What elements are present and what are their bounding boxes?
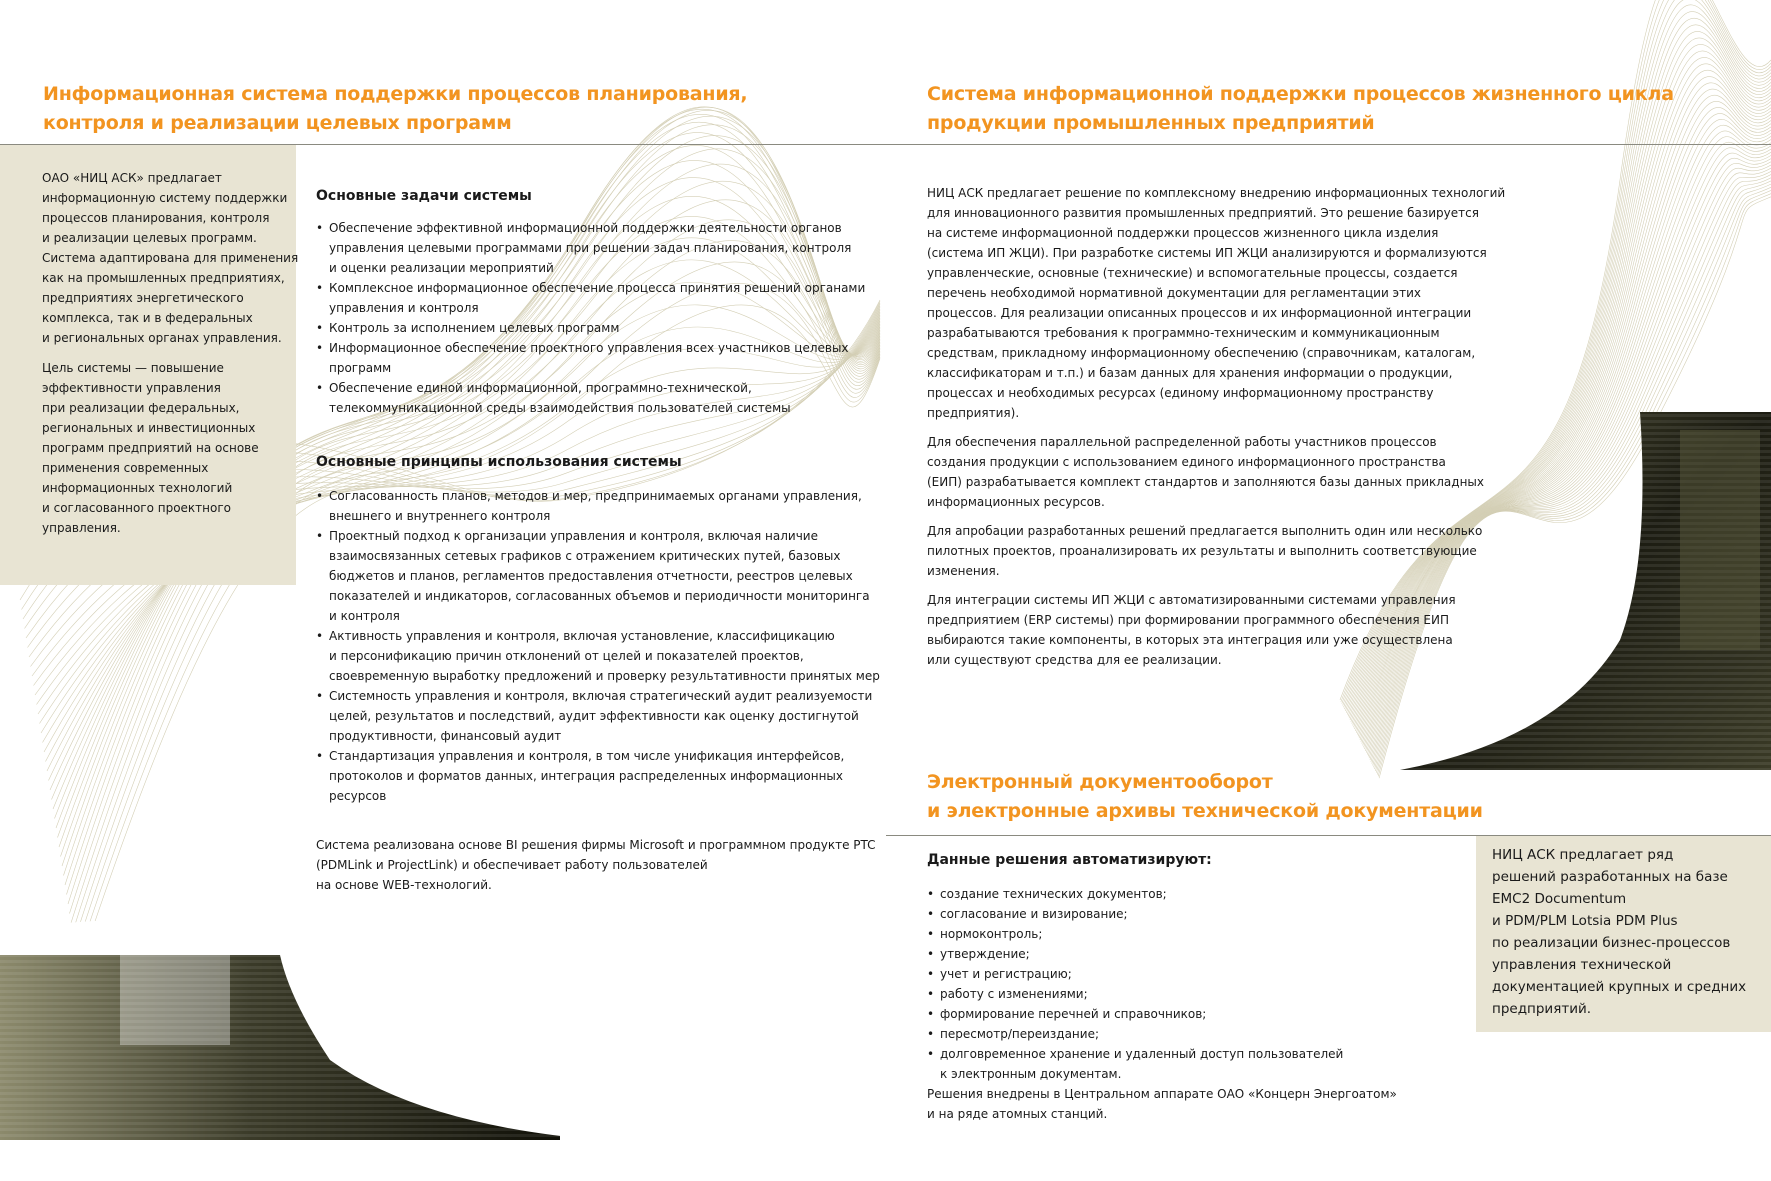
list-item: • согласование и визирование; [927,904,1447,924]
left-footer-text: Система реализована основе BI решения фирмы Microsoft и программном продукте PTC (PDMLink и ProjectLink) и обеспечивает работу пользователей на основе WEB-технологий. [316,838,876,892]
list-item: • Стандартизация управления и контроля, в том числе унификация интерфейсов, протоколов и форматов данных, интеграция распределенных информационных ресурсов [316,746,856,806]
list-item: • утверждение; [927,944,1447,964]
left-sidebar [0,145,299,585]
list-item: • работу с изменениями; [927,984,1447,1004]
list-item: • Системность управления и контроля, включая стратегический аудит реализуемости целей, результатов и последствий, аудит эффективности как оценку достигнутой продуктивности, финансовый аудит [316,686,856,746]
principles-section [316,452,880,806]
list-item: • учет и регистрацию; [927,964,1447,984]
edoc-sidebar: НИЦ АСК предлагает ряд решений разработанных на базе EMC2 Documentum и PDM/PLM Lotsia PDM Plus по реализации бизнес-процессов управления технической документацией крупных и средних предприятий. [1476,836,1771,1032]
edoc-footer: Решения внедрены в Центральном аппарате ОАО «Концерн Энергоатом» и на ряде атомных станций. [927,1087,1397,1121]
right-paragraph: НИЦ АСК предлагает решение по комплексному внедрению информационных технологий для инновационного развития промышленных предприятий. Это решение базируется на системе информационной поддержки процессов жизненного цикла изделия (система ИП ЖЦИ). При разработке системы ИП ЖЦИ анализируются и формализуются управленческие, основные (технические) и вспомогательные процессы, создается перечень необходимой нормативной документации для регламентации этих процессов. Для реализации описанных процессов и их информационной интеграции разрабатываются требования к программно-техническим и коммуникационным средствам, прикладному информационному обеспечению (справочникам, каталогам, классификаторам и т.п.) и базам данных для хранения информации о продукции, процессах и необходимых ресурсах (единому информационному пространству предприятия). [927,186,1506,420]
tasks-list [316,218,866,418]
left-photo-panel [0,919,600,1140]
right-title-rule [886,144,1771,145]
edoc-title: Электронный документооборот и электронные архивы технической документации [927,771,1483,822]
list-item: • Согласованность планов, методов и мер, предпринимаемых органами управления, внешнего и внутреннего контроля [316,486,856,526]
right-paragraph: Для обеспечения параллельной распределенной работы участников процессов создания продукции с использованием единого информационного пространства (ЕИП) разрабатывается комплект стандартов и заполняются базы данных прикладных информационных ресурсов. [927,435,1484,509]
list-item: • создание технических документов; [927,884,1447,904]
list-item: • долговременное хранение и удаленный доступ пользователей к электронным документам. [927,1044,1447,1084]
list-item: • пересмотр/переиздание; [927,1024,1447,1044]
list-item: • Обеспечение единой информационной, программно-технической, телекоммуникационной среды взаимодействия пользователей системы [316,378,836,418]
list-item: • Проектный подход к организации управления и контроля, включая наличие взаимосвязанных сетевых графиков с отражением критических путей, базовых бюджетов и планов, регламентов предоставления отчетности, реестров целевых показателей и индикаторов, согласованных объемов и периодичности мониторинга и контроля [316,526,856,626]
list-item: • Обеспечение эффективной информационной поддержки деятельности органов управления целевыми программами при решении задач планирования, контроля и оценки реализации мероприятий [316,218,836,278]
tasks-section [316,186,866,418]
left-page-title: Информационная система поддержки процессов планирования, контроля и реализации целевых программ [43,83,748,134]
list-item: • Комплексное информационное обеспечение процесса принятия решений органами управления и контроля [316,278,836,318]
right-paragraph: Для интеграции системы ИП ЖЦИ с автоматизированными системами управления предприятием (ERP системы) при формировании программного обеспечения ЕИП выбираются такие компоненты, в которых эта интеграция или уже осуществлена или существуют средства для ее реализации. [927,593,1456,667]
list-item: • нормоконтроль; [927,924,1447,944]
right-page-title: Система информационной поддержки процессов жизненного цикла продукции промышленных предприятий [927,83,1674,134]
edoc-list [927,884,1447,1084]
list-item: • формирование перечней и справочников; [927,1004,1447,1024]
principles-heading: Основные принципы использования системы [316,454,682,470]
edoc-heading: Данные решения автоматизируют: [927,852,1212,868]
sidebar-goal: Цель системы — повышение эффективности управления при реализации федеральных, региональных и инвестиционных программ предприятий на основе применения современных информационных технологий и согласованного проектного управления. [42,361,259,535]
principles-list [316,486,880,806]
right-body [927,183,1506,680]
edoc-section [927,850,1447,1124]
sidebar-intro: ОАО «НИЦ АСК» предлагает информационную систему поддержки процессов планирования, контроля и реализации целевых программ. Система адаптирована для применения как на промышленных предприятиях, предприятиях энергетического комплекса, так и в федеральных и региональных органах управления. [42,171,299,345]
list-item: • Активность управления и контроля, включая установление, классифицикацию и персонификацию причин отклонений от целей и показателей проектов, своевременную выработку предложений и проверку результативности принятых мер [316,626,856,686]
list-item: • Информационное обеспечение проектного управления всех участников целевых программ [316,338,836,378]
right-paragraph: Для апробации разработанных решений предлагается выполнить один или несколько пилотных проектов, проанализировать их результаты и выполнить соответствующие изменения. [927,524,1483,578]
tasks-heading: Основные задачи системы [316,188,532,204]
list-item: • Контроль за исполнением целевых программ [316,318,836,338]
